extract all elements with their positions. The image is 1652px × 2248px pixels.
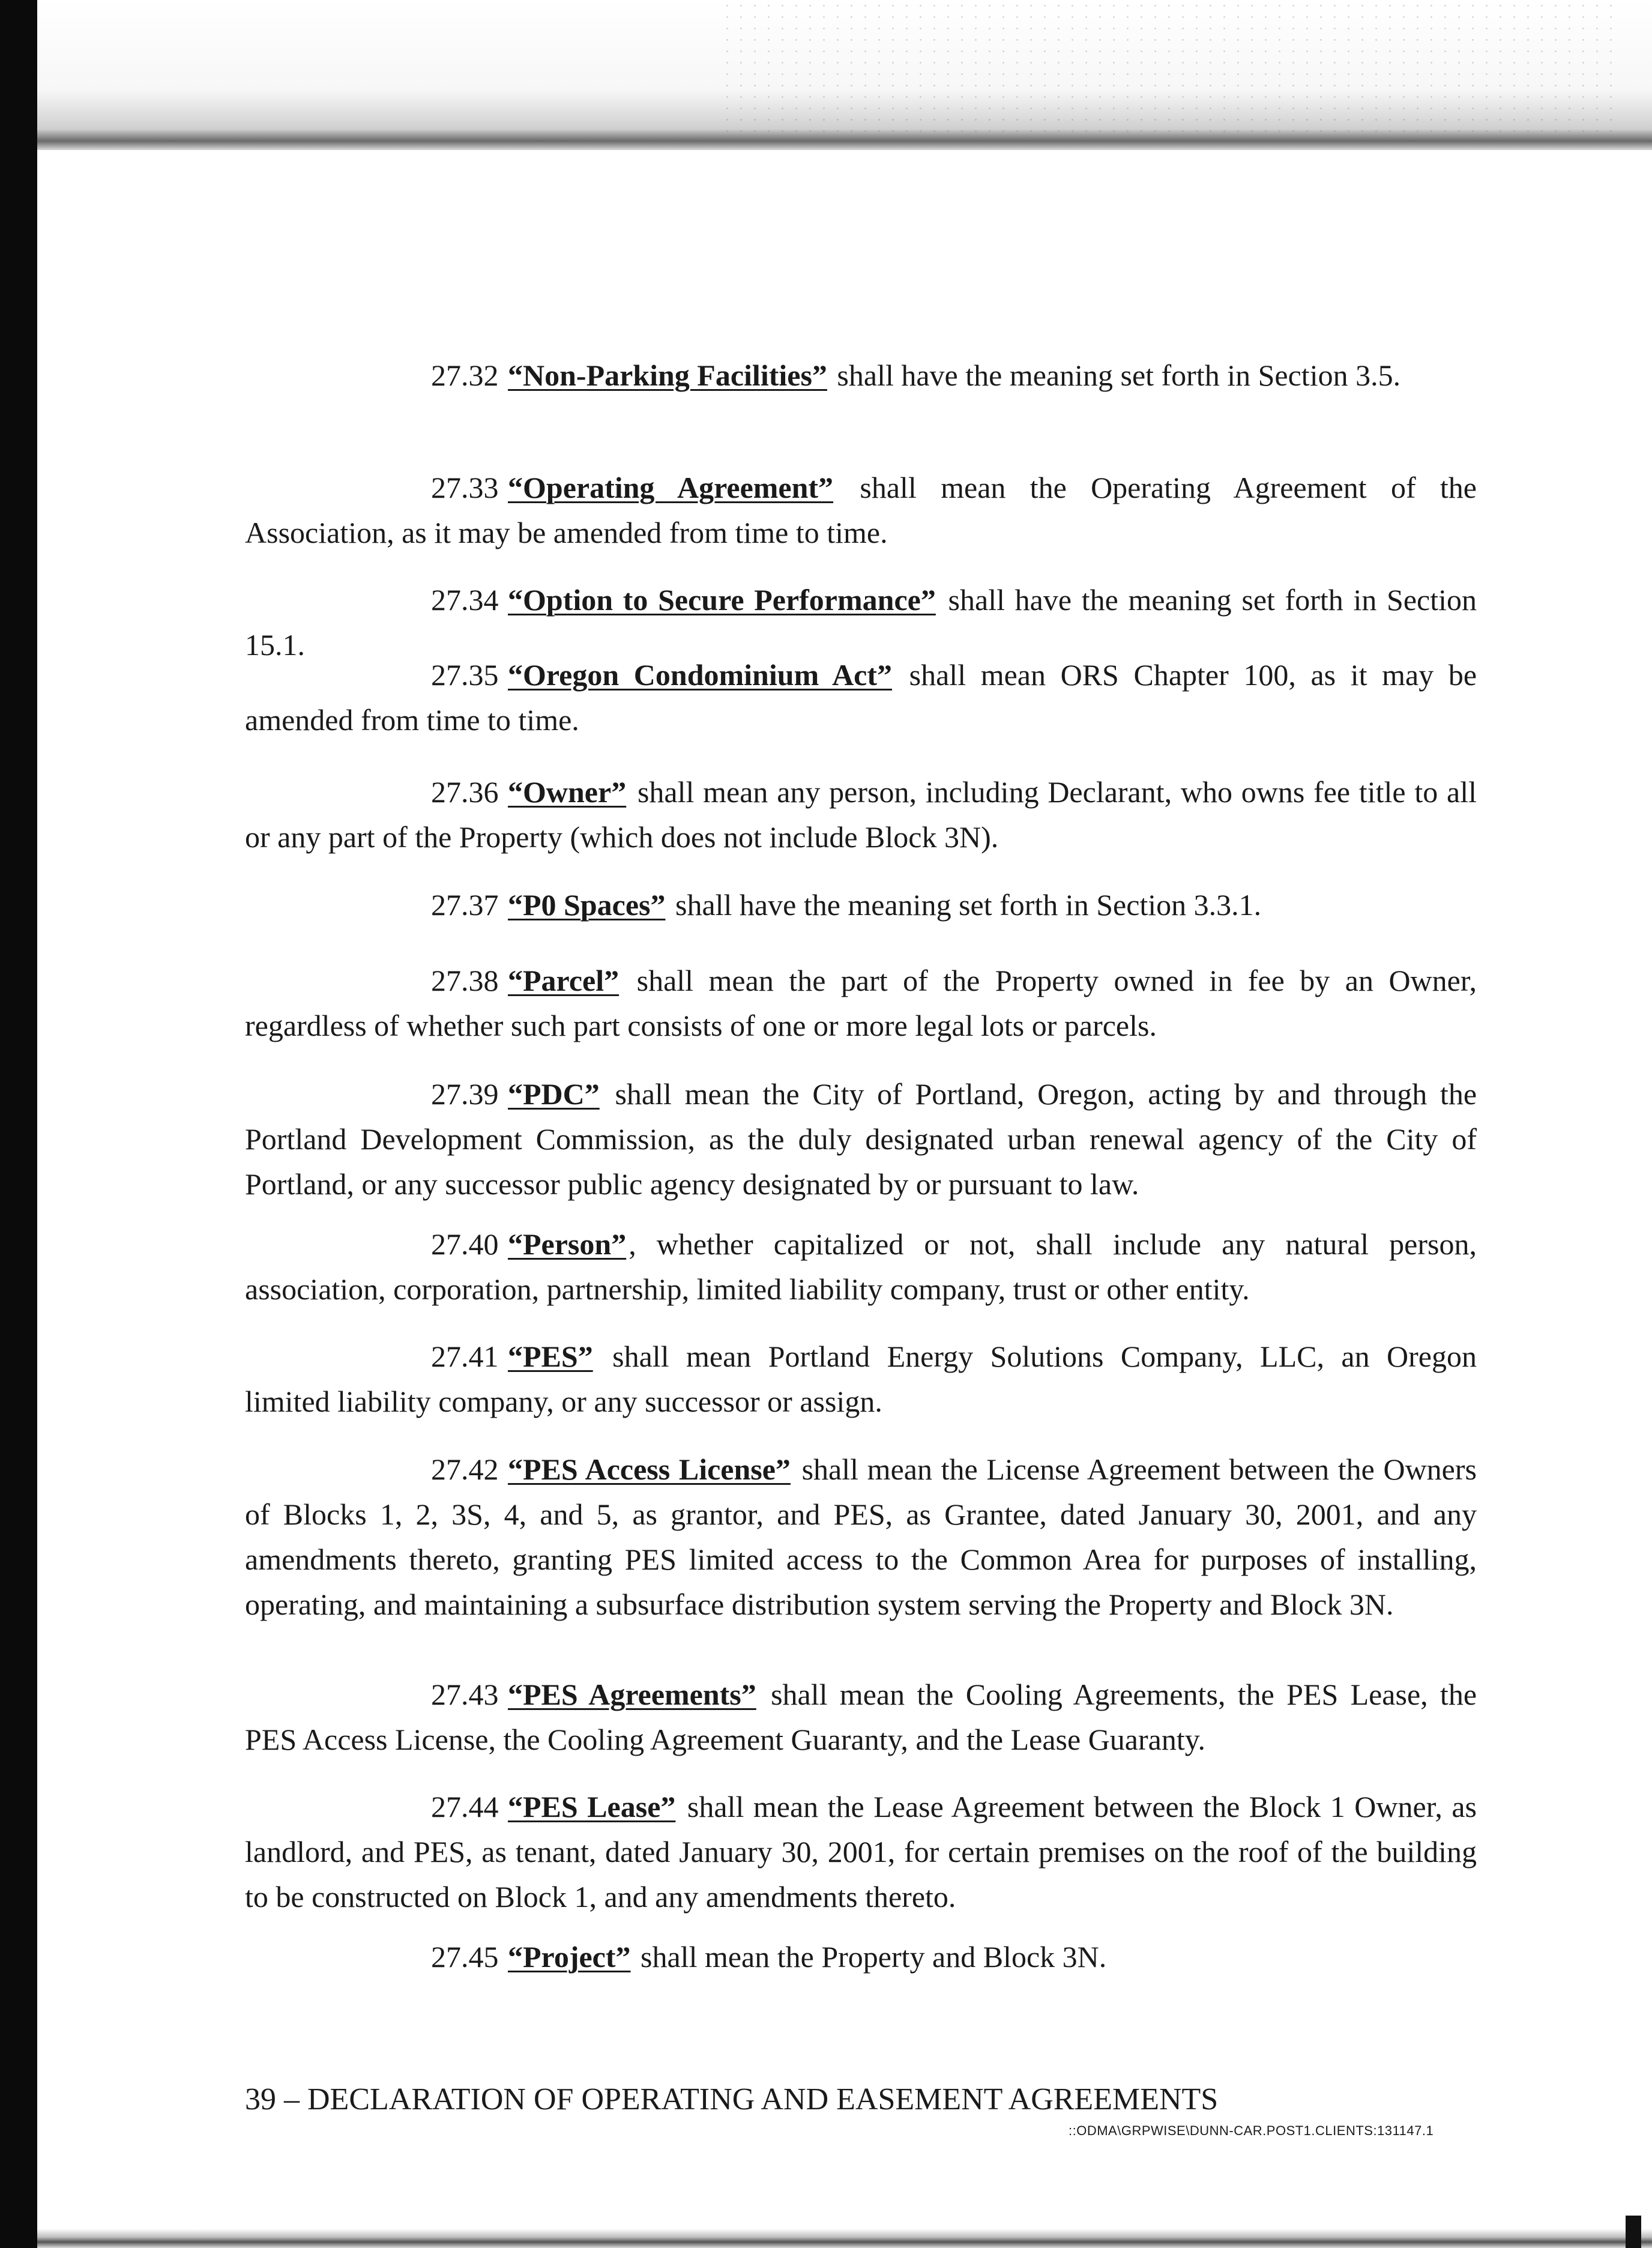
- definition-term: “Operating Agreement”: [508, 471, 834, 504]
- definition-text: shall mean the Operating Agreement of the Association, as it may be amended from time to time.: [245, 471, 1477, 549]
- definition-number: 27.39: [431, 1077, 499, 1111]
- definition-term: “Parcel”: [508, 964, 620, 997]
- definition-term: “PES Access License”: [508, 1452, 791, 1486]
- definition-term: “PES”: [508, 1340, 593, 1373]
- footer-document-id: ::ODMA\GRPWISE\DUNN-CAR.POST1.CLIENTS:131147.1: [1069, 2123, 1434, 2138]
- definition-number: 27.34: [431, 583, 499, 617]
- definition-text: shall mean the Cooling Agreements, the PES Lease, the PES Access License, the Cooling Agreement Guaranty, and the Lease Guaranty.: [245, 1678, 1477, 1756]
- definition-term: “Project”: [508, 1940, 631, 1974]
- definition-text: shall mean any person, including Declarant, who owns fee title to all or any part of the Property (which does not include Block 3N).: [245, 775, 1477, 854]
- definition-number: 27.45: [431, 1940, 499, 1974]
- definition-27-32: [245, 353, 1477, 398]
- definition-27-40: [245, 1222, 1477, 1312]
- definition-27-41: [245, 1334, 1477, 1424]
- definition-text: shall mean the Property and Block 3N.: [641, 1940, 1107, 1974]
- definition-term: “PES Agreements”: [508, 1678, 756, 1711]
- footer-title: 39 – DECLARATION OF OPERATING AND EASEMENT AGREEMENTS: [245, 2082, 1219, 2117]
- definition-text: , whether capitalized or not, shall include any natural person, association, corporation, partnership, limited liability company, trust or other entity.: [245, 1227, 1477, 1306]
- definition-number: 27.33: [431, 471, 499, 504]
- definition-27-39: [245, 1072, 1477, 1207]
- definition-term: “Option to Secure Performance”: [508, 583, 936, 617]
- definition-text: shall have the meaning set forth in Section 3.3.1.: [675, 888, 1262, 922]
- definition-27-45: [245, 1935, 1477, 1980]
- definition-term: “Person”: [508, 1227, 627, 1261]
- definition-text: shall mean the City of Portland, Oregon, acting by and through the Portland Development Commission, as the duly designated urban renewal agency of the City of Portland, or any successor public agency designated by or pursuant to law.: [245, 1077, 1477, 1201]
- definition-number: 27.35: [431, 658, 499, 692]
- definition-term: “Oregon Condominium Act”: [508, 658, 893, 692]
- definition-text: shall have the meaning set forth in Section 15.1.: [245, 583, 1477, 662]
- definition-27-35: [245, 653, 1477, 743]
- definition-text: shall mean Portland Energy Solutions Company, LLC, an Oregon limited liability company, or any successor or assign.: [245, 1340, 1477, 1418]
- definition-term: “Owner”: [508, 775, 627, 809]
- definition-term: “P0 Spaces”: [508, 888, 666, 922]
- definition-number: 27.38: [431, 964, 499, 997]
- definition-27-44: [245, 1784, 1477, 1920]
- definition-number: 27.37: [431, 888, 499, 922]
- definition-27-37: [245, 883, 1477, 928]
- definition-27-36: [245, 770, 1477, 860]
- definition-number: 27.40: [431, 1227, 499, 1261]
- definition-number: 27.41: [431, 1340, 499, 1373]
- definition-number: 27.43: [431, 1678, 499, 1711]
- definition-27-43: [245, 1672, 1477, 1762]
- definition-text: shall mean the Lease Agreement between the Block 1 Owner, as landlord, and PES, as tenant, dated January 30, 2001, for certain premises on the roof of the building to be constructed on Block 1, and any amendments thereto.: [245, 1790, 1477, 1914]
- definition-number: 27.44: [431, 1790, 499, 1823]
- definition-text: shall mean the License Agreement between the Owners of Blocks 1, 2, 3S, 4, and 5, as grantor, and PES, as Grantee, dated January 30, 2001, and any amendments thereto, granting PES limited access to the Common Area for purposes of installing, operating, and maintaining a subsurface distribution system serving the Property and Block 3N.: [245, 1452, 1477, 1621]
- definition-term: “Non-Parking Facilities”: [508, 358, 827, 392]
- definition-27-42: [245, 1447, 1477, 1627]
- definition-27-33: [245, 465, 1477, 555]
- definition-number: 27.36: [431, 775, 499, 809]
- definition-term: “PES Lease”: [508, 1790, 676, 1823]
- definition-number: 27.32: [431, 358, 499, 392]
- definition-text: shall mean ORS Chapter 100, as it may be amended from time to time.: [245, 658, 1477, 737]
- definition-term: “PDC”: [508, 1077, 600, 1111]
- definition-number: 27.42: [431, 1452, 499, 1486]
- definition-text: shall mean the part of the Property owned in fee by an Owner, regardless of whether such part consists of one or more legal lots or parcels.: [245, 964, 1477, 1042]
- definition-27-38: [245, 958, 1477, 1048]
- definition-text: shall have the meaning set forth in Section 3.5.: [837, 358, 1401, 392]
